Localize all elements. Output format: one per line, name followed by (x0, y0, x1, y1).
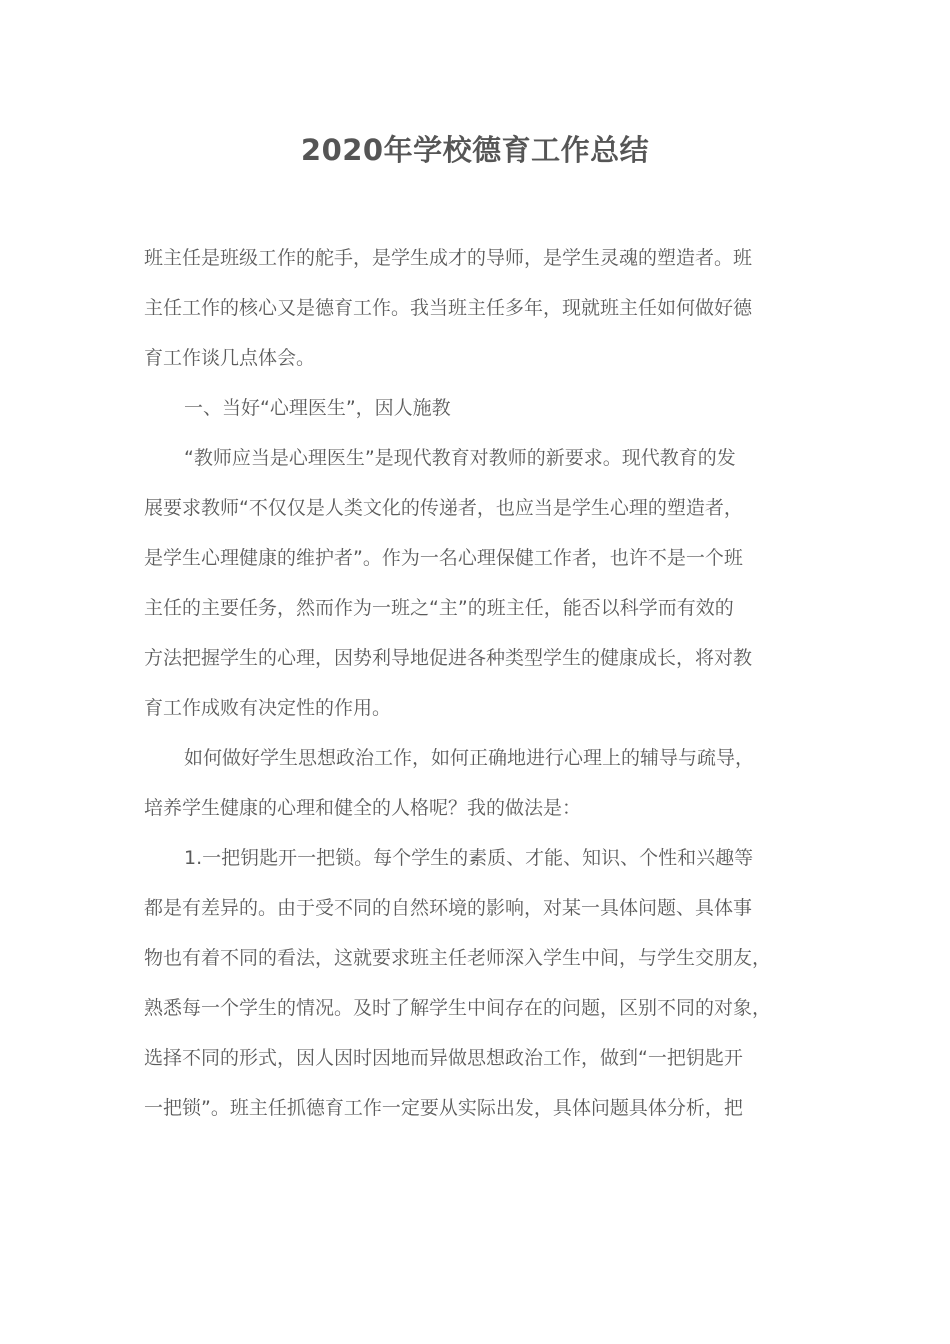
text-line: 主任工作的核心又是德育工作。我当班主任多年，现就班主任如何做好德 (144, 297, 753, 319)
text-line: 展要求教师“不仅仅是人类文化的传递者，也应当是学生心理的塑造者， (144, 497, 743, 519)
text-line: 方法把握学生的心理，因势利导地促进各种类型学生的健康成长，将对教 (144, 647, 753, 669)
text-line: “教师应当是心理医生”是现代教育对教师的新要求。现代教育的发 (184, 447, 736, 469)
text-line: 育工作成败有决定性的作用。 (144, 697, 392, 719)
text-line: 班主任是班级工作的舵手，是学生成才的导师，是学生灵魂的塑造者。班 (144, 247, 753, 269)
document-body (144, 238, 816, 1138)
text-line: 都是有差异的。由于受不同的自然环境的影响，对某一具体问题、具体事 (144, 897, 753, 919)
text-line: 一把锁”。班主任抓德育工作一定要从实际出发，具体问题具体分析，把 (144, 1097, 743, 1119)
text-line: 育工作谈几点体会。 (144, 347, 316, 369)
text-line: 选择不同的形式，因人因时因地而异做思想政治工作，做到“一把钥匙开 (144, 1047, 743, 1069)
text-line: 培养学生健康的心理和健全的人格呢？我的做法是： (144, 797, 582, 819)
text-line: 主任的主要任务，然而作为一班之“主”的班主任，能否以科学而有效的 (144, 597, 734, 619)
document-title: 2020年学校德育工作总结 (300, 133, 650, 167)
text-line: 1.一把钥匙开一把锁。每个学生的素质、才能、知识、个性和兴趣等 (184, 847, 754, 869)
text-line: 是学生心理健康的维护者”。作为一名心理保健工作者，也许不是一个班 (144, 547, 743, 569)
text-line: 如何做好学生思想政治工作，如何正确地进行心理上的辅导与疏导， (184, 747, 755, 769)
text-line: 熟悉每一个学生的情况。及时了解学生中间存在的问题，区别不同的对象， (144, 997, 772, 1019)
text-line: 物也有着不同的看法，这就要求班主任老师深入学生中间，与学生交朋友， (144, 947, 772, 969)
section-heading: 一、当好“心理医生”，因人施教 (184, 397, 451, 419)
